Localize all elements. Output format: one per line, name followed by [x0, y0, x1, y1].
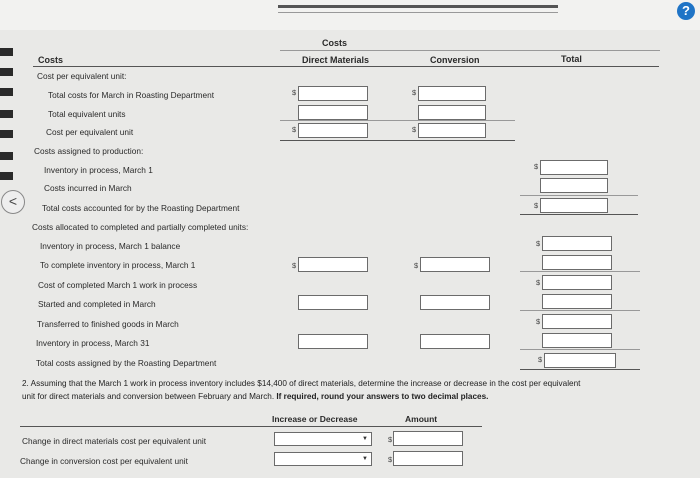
- dollar-sign: $: [536, 317, 541, 326]
- dm-change-amount-input[interactable]: [393, 431, 463, 446]
- row-label: Costs allocated to completed and partially completed units:: [32, 222, 249, 232]
- header-rule: [280, 50, 660, 51]
- dollar-sign: $: [292, 88, 297, 97]
- dollar-sign: $: [388, 455, 393, 464]
- header-bottom-rule: [33, 66, 659, 67]
- dm-increase-decrease-select[interactable]: [274, 432, 372, 446]
- question-2-text: 2. Assuming that the March 1 work in process inventory includes $14,400 of direct materials, determine the increase or decrease in the cost per equivalent: [22, 379, 581, 388]
- chevron-down-icon: ▼: [362, 456, 368, 462]
- conv-equiv-units-input[interactable]: [418, 105, 486, 120]
- edge-bar: [0, 152, 13, 160]
- row-label: Change in direct materials cost per equivalent unit: [22, 436, 207, 446]
- conv-total-costs-input[interactable]: [418, 86, 486, 101]
- edge-bar: [0, 88, 13, 96]
- total-cost-completed-input[interactable]: [542, 275, 612, 290]
- total-costs-incurred-input[interactable]: [540, 178, 608, 193]
- dollar-sign: $: [412, 125, 417, 134]
- row-label: Costs incurred in March: [44, 183, 132, 193]
- edge-bar: [0, 110, 13, 118]
- row-label: Inventory in process, March 1: [44, 165, 153, 175]
- conv-change-amount-input[interactable]: [393, 451, 463, 466]
- edge-bar: [0, 172, 13, 180]
- total-rule: [520, 369, 640, 370]
- row-label: Total costs assigned by the Roasting Department: [36, 358, 217, 368]
- dollar-sign: $: [536, 239, 541, 248]
- total-inv-balance-input[interactable]: [542, 236, 612, 251]
- row-label: Change in conversion cost per equivalent unit: [20, 456, 188, 466]
- q2-header-rule: [20, 426, 482, 427]
- row-label: To complete inventory in process, March 1: [40, 260, 196, 270]
- dollar-sign: $: [534, 201, 539, 210]
- question-2-text-cont: unit for direct materials and conversion between February and March. If required, round your answers to two decimal places.: [22, 392, 489, 401]
- row-label: Started and completed in March: [38, 299, 156, 309]
- row-label: Costs assigned to production:: [34, 146, 144, 156]
- subtotal-rule: [520, 271, 640, 272]
- top-rule: [278, 5, 558, 8]
- total-rule: [280, 140, 515, 141]
- row-label: Total equivalent units: [48, 109, 126, 119]
- total-to-complete-input[interactable]: [542, 255, 612, 270]
- subtotal-rule: [520, 195, 638, 196]
- row-label: Cost per equivalent unit: [46, 127, 134, 137]
- conv-inv-mar31-input[interactable]: [420, 334, 490, 349]
- total-started-completed-input[interactable]: [542, 294, 612, 309]
- dollar-sign: $: [292, 125, 297, 134]
- dm-equiv-units-input[interactable]: [298, 105, 368, 120]
- row-label: Inventory in process, March 31: [36, 338, 150, 348]
- conv-to-complete-input[interactable]: [420, 257, 490, 272]
- dollar-sign: $: [534, 162, 539, 171]
- dollar-sign: $: [414, 261, 419, 270]
- row-label: Transferred to finished goods in March: [37, 319, 179, 329]
- top-rule-thin: [278, 12, 558, 13]
- dollar-sign: $: [412, 88, 417, 97]
- back-arrow-icon[interactable]: <: [1, 190, 25, 214]
- header-costs: Costs: [38, 55, 64, 65]
- header-total: Total: [561, 54, 582, 64]
- row-label: Inventory in process, March 1 balance: [40, 241, 181, 251]
- total-transferred-input[interactable]: [542, 314, 612, 329]
- header-increase-decrease: Increase or Decrease: [272, 414, 358, 424]
- dm-total-costs-input[interactable]: [298, 86, 368, 101]
- row-label: Cost of completed March 1 work in process: [38, 280, 198, 290]
- total-inv-mar1-input[interactable]: [540, 160, 608, 175]
- subtotal-rule: [520, 349, 640, 350]
- row-label: Total costs accounted for by the Roasting Department: [42, 203, 240, 213]
- edge-bar: [0, 68, 13, 76]
- dm-started-completed-input[interactable]: [298, 295, 368, 310]
- total-assigned-input[interactable]: [544, 353, 616, 368]
- dollar-sign: $: [388, 435, 393, 444]
- dm-to-complete-input[interactable]: [298, 257, 368, 272]
- edge-bar: [0, 48, 13, 56]
- conv-cost-per-unit-input[interactable]: [418, 123, 486, 138]
- row-label: Total costs for March in Roasting Department: [48, 90, 215, 100]
- subtotal-rule: [520, 310, 640, 311]
- dm-cost-per-unit-input[interactable]: [298, 123, 368, 138]
- header-direct-materials: Direct Materials: [302, 55, 370, 65]
- total-rule: [520, 214, 638, 215]
- total-inv-mar31-input[interactable]: [542, 333, 612, 348]
- total-accounted-input[interactable]: [540, 198, 608, 213]
- row-label: Cost per equivalent unit:: [37, 71, 127, 81]
- header-conversion: Conversion: [430, 55, 480, 65]
- dollar-sign: $: [292, 261, 297, 270]
- edge-bar: [0, 130, 13, 138]
- chevron-down-icon: ▼: [362, 436, 368, 442]
- conv-increase-decrease-select[interactable]: [274, 452, 372, 466]
- help-icon[interactable]: ?: [677, 2, 695, 20]
- header-costs-group: Costs: [322, 38, 348, 48]
- header-amount: Amount: [405, 414, 438, 424]
- dollar-sign: $: [538, 355, 543, 364]
- dollar-sign: $: [536, 278, 541, 287]
- dm-inv-mar31-input[interactable]: [298, 334, 368, 349]
- conv-started-completed-input[interactable]: [420, 295, 490, 310]
- subtotal-rule: [280, 120, 515, 121]
